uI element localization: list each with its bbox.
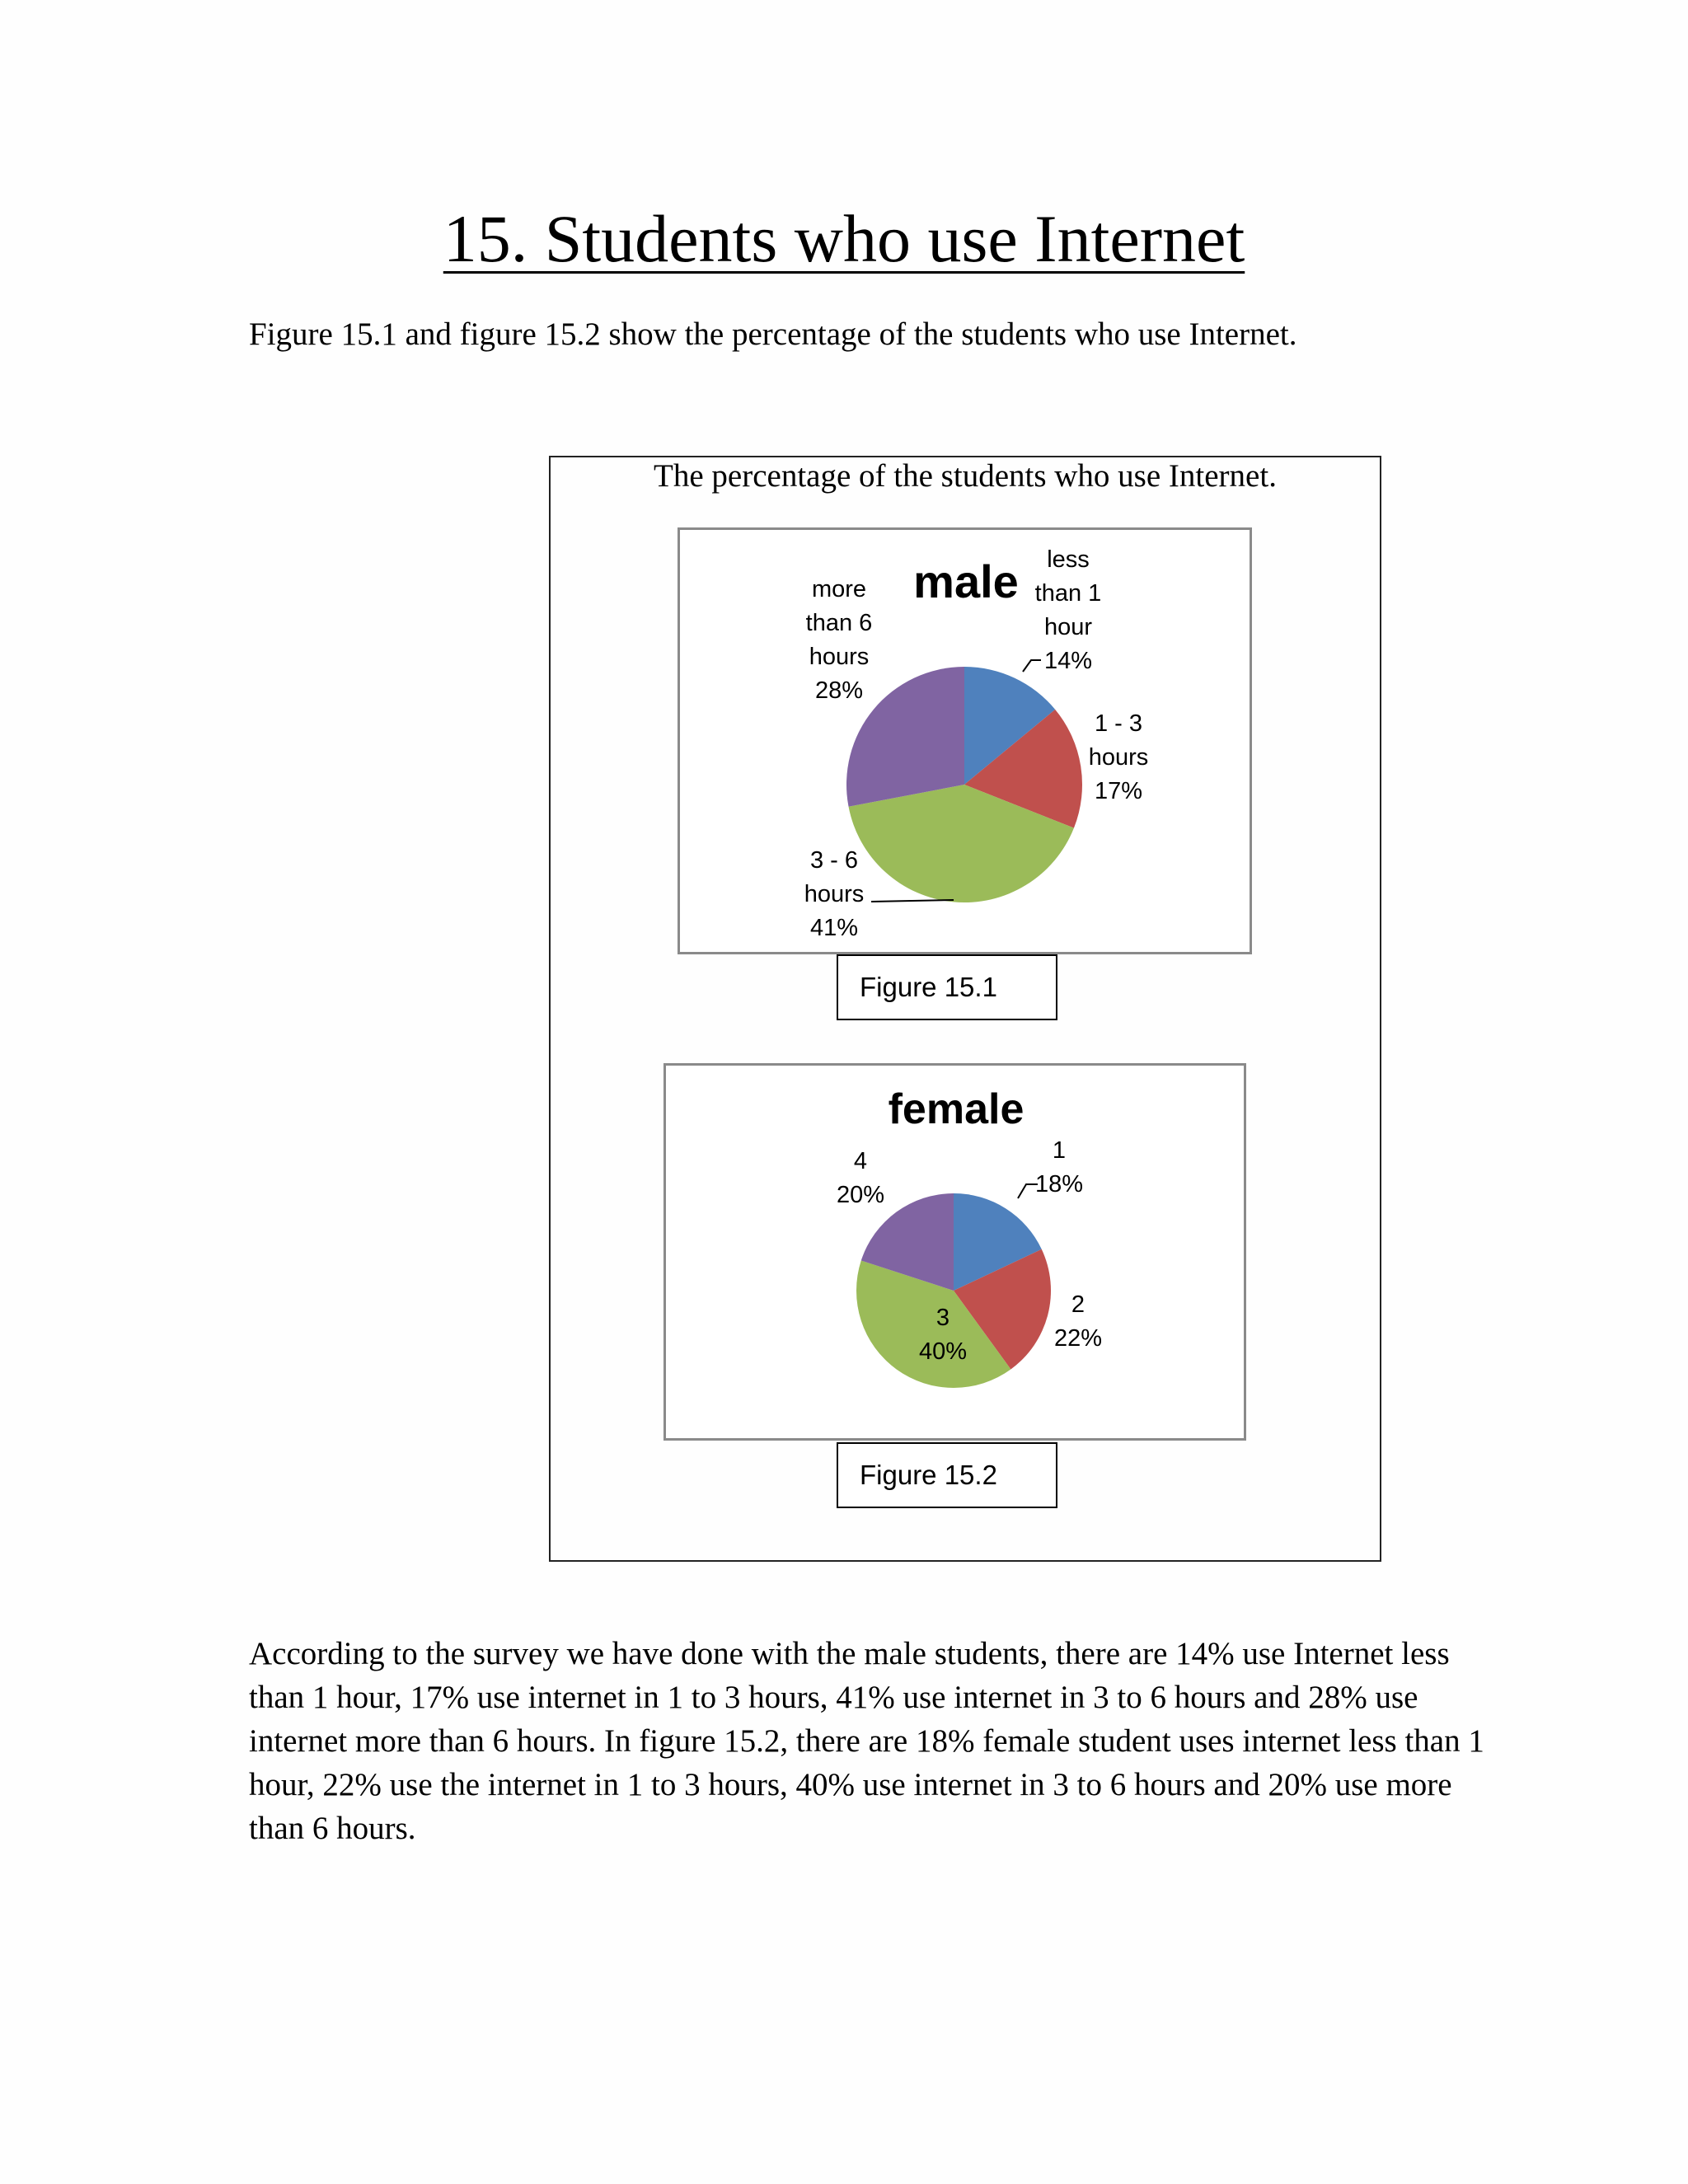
female-slice-4-label-line: 4 [853,1148,868,1174]
male-leader-line-3 [871,900,954,902]
male-slice-4-label-line: than 6 [805,610,873,636]
figure-15-2-caption: Figure 15.2 [837,1442,1057,1508]
male-slice-1-label-line: hour [1043,614,1093,640]
male-slice-label-4 [806,576,873,704]
male-pie-chart [680,530,1250,952]
page-title: 15. Students who use Internet [443,201,1245,276]
male-chart-frame [678,527,1252,954]
male-slice-2-label-line: 1 - 3 [1094,710,1143,737]
female-chart-title: female [888,1085,1025,1133]
male-slice-2-percent: 17% [1094,778,1143,804]
female-slice-2-label-line: 2 [1071,1291,1085,1318]
male-slice-4-label-line: more [811,576,867,602]
female-slice-4-percent: 20% [836,1182,885,1208]
figure-15-1-caption: Figure 15.1 [837,954,1057,1020]
male-slice-label-2 [1089,710,1149,804]
intro-paragraph: Figure 15.1 and figure 15.2 show the percentage of the students who use Internet. [249,316,1297,352]
male-slice-1-percent: 14% [1043,648,1093,674]
male-slice-2-label-line: hours [1088,744,1149,771]
female-slice-2-percent: 22% [1053,1325,1103,1352]
male-pie-slice-4 [846,667,964,807]
male-slice-4-percent: 28% [814,677,864,704]
female-slice-label-2 [1054,1291,1102,1352]
female-slice-label-1 [1035,1137,1083,1197]
male-leader-line-1 [1023,660,1041,672]
male-slice-4-label-line: hours [809,644,870,670]
male-slice-3-percent: 41% [809,915,859,941]
female-chart-frame [663,1063,1246,1441]
female-pie-chart [666,1066,1244,1438]
female-slice-label-4 [837,1148,884,1208]
conclusion-paragraph: According to the survey we have done with the male students, there are 14% use Internet less than 1 hour, 17% use internet in 1 to 3 hours, 41% use internet in 3 to 6 hours and 28% use internet more than 6 hours. In figure 15.2, there are 18% female student uses internet less than 1 hour, 22% use the internet in 1 to 3 hours, 40% use internet in 3 to 6 hours and 20% use more than 6 hours. [249,1636,1484,1846]
male-slice-label-1 [1035,546,1102,674]
male-slice-3-label-line: hours [804,881,865,907]
female-slice-1-percent: 18% [1034,1171,1084,1197]
female-slice-3-label-line: 3 [935,1305,950,1331]
male-slice-label-3 [804,847,865,941]
male-chart-title: male [913,555,1019,607]
male-slice-3-label-line: 3 - 6 [809,847,859,874]
female-slice-3-percent: 40% [918,1338,968,1365]
male-slice-1-label-line: less [1047,546,1090,573]
figure-group-title: The percentage of the students who use Internet. [654,458,1277,494]
female-slice-1-label-line: 1 [1052,1137,1067,1164]
male-slice-1-label-line: than 1 [1034,580,1102,607]
